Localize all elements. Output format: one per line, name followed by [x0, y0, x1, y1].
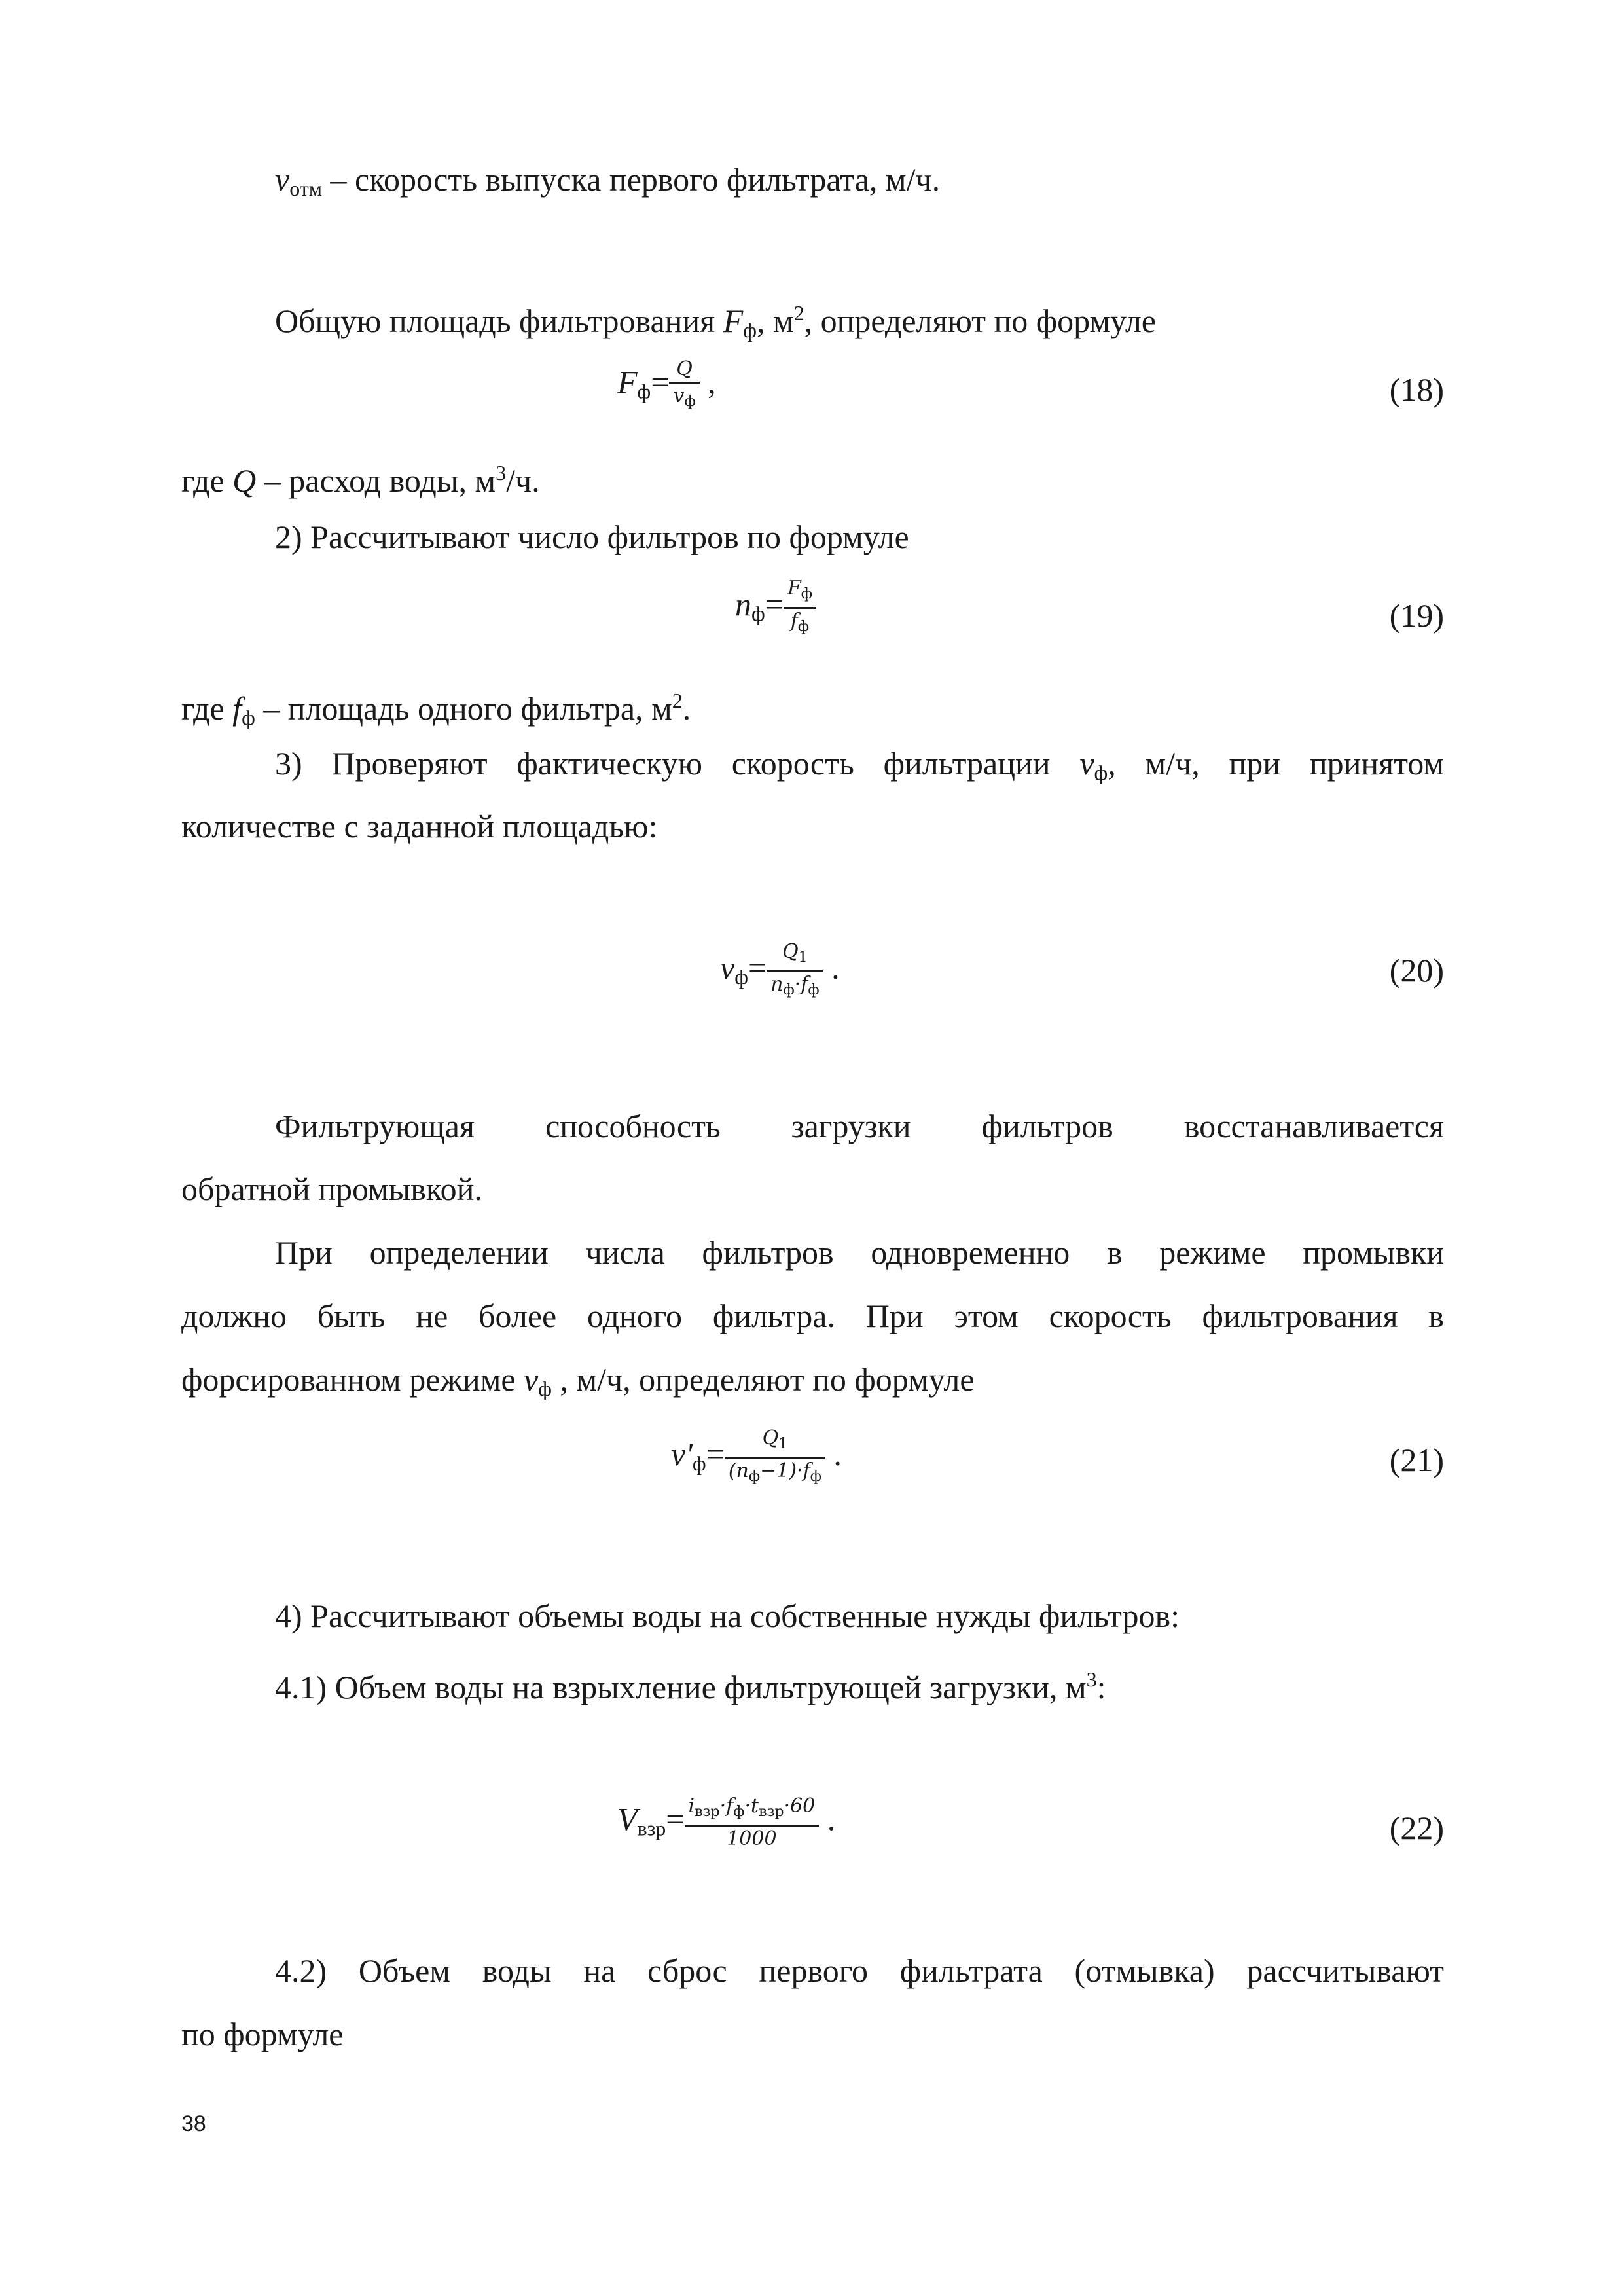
text-line-step4: 4) Рассчитывают объемы воды на собственные нужды фильтров:	[275, 1597, 1180, 1634]
den-sub: ф	[797, 619, 810, 635]
equals: =	[651, 363, 670, 401]
lhs: F	[617, 363, 638, 401]
text: :	[1096, 1669, 1106, 1705]
lhs-sub: взр	[637, 1816, 666, 1840]
var-v: v	[524, 1361, 539, 1398]
text-line-step2: 2) Рассчитывают число фильтров по формуле	[275, 519, 909, 555]
numerator	[685, 1794, 820, 1825]
numerator	[784, 576, 816, 607]
num-sub: 1	[778, 1436, 788, 1452]
numerator	[725, 1426, 825, 1457]
lhs-sub: ф	[734, 964, 748, 989]
text-line-filtration-area	[275, 293, 1156, 350]
num-F: F	[787, 577, 801, 600]
text: , определяют по формуле	[804, 302, 1156, 339]
text-line-quantity: количестве с заданной площадью:	[181, 808, 658, 845]
formula-20	[720, 939, 840, 1003]
text: где	[181, 462, 233, 499]
text: форсированном режиме	[181, 1361, 524, 1398]
period: .	[819, 1800, 836, 1838]
num-tail: ·60	[784, 1795, 816, 1817]
den-n: n	[770, 973, 784, 996]
text-line-by-formula: по формуле	[181, 2016, 344, 2052]
lhs: n	[735, 585, 751, 623]
denominator	[784, 607, 816, 640]
den-open-paren: (	[728, 1459, 736, 1482]
denominator	[669, 382, 699, 414]
fraction	[725, 1426, 825, 1489]
text-line-forced-mode	[181, 1360, 975, 1408]
num-Q: Q	[676, 357, 693, 380]
sub-otm: отм	[289, 177, 323, 200]
equals: =	[748, 949, 767, 986]
den-sub: ф	[684, 393, 696, 410]
den-dot: ·	[794, 973, 801, 996]
num-dot: ·	[744, 1795, 751, 1817]
numerator	[767, 939, 823, 970]
fraction	[685, 1794, 820, 1851]
period: .	[823, 949, 840, 986]
text: , м/ч, при принятом	[1108, 745, 1444, 782]
den-1000: 1000	[727, 1827, 777, 1850]
sup-3: 3	[1086, 1667, 1097, 1691]
lhs-sub: ф	[637, 379, 651, 403]
den-v: v	[673, 384, 685, 407]
lhs-sub: ф	[692, 1451, 706, 1475]
lhs: v'	[671, 1435, 693, 1472]
denominator	[725, 1457, 825, 1489]
text-line-not-more: должно быть не более одного фильтра. При этом скорость фильтрования в	[181, 1298, 1444, 1334]
denominator	[767, 970, 823, 1003]
den-mid: −1)·	[760, 1459, 803, 1482]
text-line-step4-2: 4.2) Объем воды на сброс первого фильтрата (отмывка) рассчитывают	[275, 1952, 1444, 1989]
page-number: 38	[181, 2111, 206, 2136]
num-sub: 1	[798, 949, 808, 966]
text-line-step3	[275, 744, 1444, 792]
fraction	[784, 576, 816, 640]
text-line-votm	[275, 160, 940, 208]
sup-3: 3	[496, 461, 507, 484]
sup-2: 2	[672, 689, 683, 712]
equation-number-19: (19)	[1389, 597, 1444, 634]
den-n-sub: ф	[748, 1468, 761, 1485]
lhs-sub: ф	[751, 601, 765, 625]
den-f-sub: ф	[810, 1468, 821, 1485]
den-n: n	[736, 1459, 749, 1482]
equation-number-18: (18)	[1389, 371, 1444, 408]
num-t: t	[751, 1795, 759, 1817]
text: , м/ч, определяют по формуле	[551, 1361, 975, 1398]
text-line-backwash: обратной промывкой.	[181, 1171, 482, 1207]
text-line-filtering-ability: Фильтрующая способность загрузки фильтров восстанавливается	[275, 1108, 1444, 1144]
den-f: f	[801, 973, 808, 996]
numerator	[669, 357, 699, 382]
formula-21	[671, 1426, 842, 1489]
text: 3) Проверяют фактическую скорость фильтрации	[275, 745, 1080, 782]
text: , м	[756, 302, 794, 339]
den-f: f	[803, 1459, 810, 1482]
num-i: i	[688, 1795, 695, 1817]
text: Общую площадь фильтрования	[275, 302, 723, 339]
equals: =	[666, 1800, 685, 1838]
text: .	[682, 690, 691, 727]
num-Q: Q	[762, 1427, 779, 1449]
fraction	[767, 939, 823, 1003]
equation-number-22: (22)	[1389, 1810, 1444, 1846]
den-f: f	[790, 610, 798, 632]
sub-f: ф	[743, 318, 757, 342]
var-f: f	[232, 690, 242, 727]
num-sub: ф	[801, 586, 812, 602]
text: – площадь одного фильтра, м	[255, 690, 672, 727]
fraction	[669, 357, 699, 414]
comma: ,	[699, 363, 716, 401]
num-Q: Q	[782, 940, 799, 963]
text: – расход воды, м	[256, 462, 496, 499]
var-v: v	[1079, 745, 1094, 782]
period: .	[825, 1435, 842, 1472]
sup-2: 2	[793, 301, 804, 325]
equals: =	[765, 585, 784, 623]
formula-19	[735, 576, 816, 640]
equals: =	[706, 1435, 725, 1472]
formula-18	[617, 357, 716, 414]
text-line-f	[181, 681, 691, 737]
text: – скорость выпуска первого фильтрата, м/ч.	[322, 161, 941, 198]
text: где	[181, 690, 233, 727]
text: /ч.	[506, 462, 540, 499]
text-line-Q	[181, 453, 540, 500]
lhs: v	[720, 949, 735, 986]
equation-number-21: (21)	[1389, 1442, 1444, 1478]
den-f-sub: ф	[808, 982, 820, 998]
sub-f: ф	[242, 706, 255, 729]
num-t-sub: взр	[759, 1804, 784, 1820]
var-v: v	[275, 161, 290, 198]
equation-number-20: (20)	[1389, 952, 1444, 989]
lhs: V	[617, 1800, 638, 1838]
num-f: f	[726, 1795, 734, 1817]
text-line-determination: При определении числа фильтров одновременно в режиме промывки	[275, 1234, 1444, 1271]
text: 4.1) Объем воды на взрыхление фильтрующей загрузки, м	[275, 1669, 1087, 1705]
den-n-sub: ф	[783, 982, 795, 998]
var-F: F	[723, 302, 744, 339]
num-dot: ·	[719, 1795, 727, 1817]
sub-f: ф	[1094, 761, 1108, 784]
formula-22	[617, 1794, 835, 1851]
var-Q: Q	[232, 462, 257, 499]
sub-f: ф	[538, 1377, 552, 1400]
text-line-step4-1	[275, 1660, 1106, 1707]
num-f-sub: ф	[733, 1804, 745, 1820]
num-i-sub: взр	[695, 1804, 720, 1820]
denominator	[685, 1825, 820, 1851]
